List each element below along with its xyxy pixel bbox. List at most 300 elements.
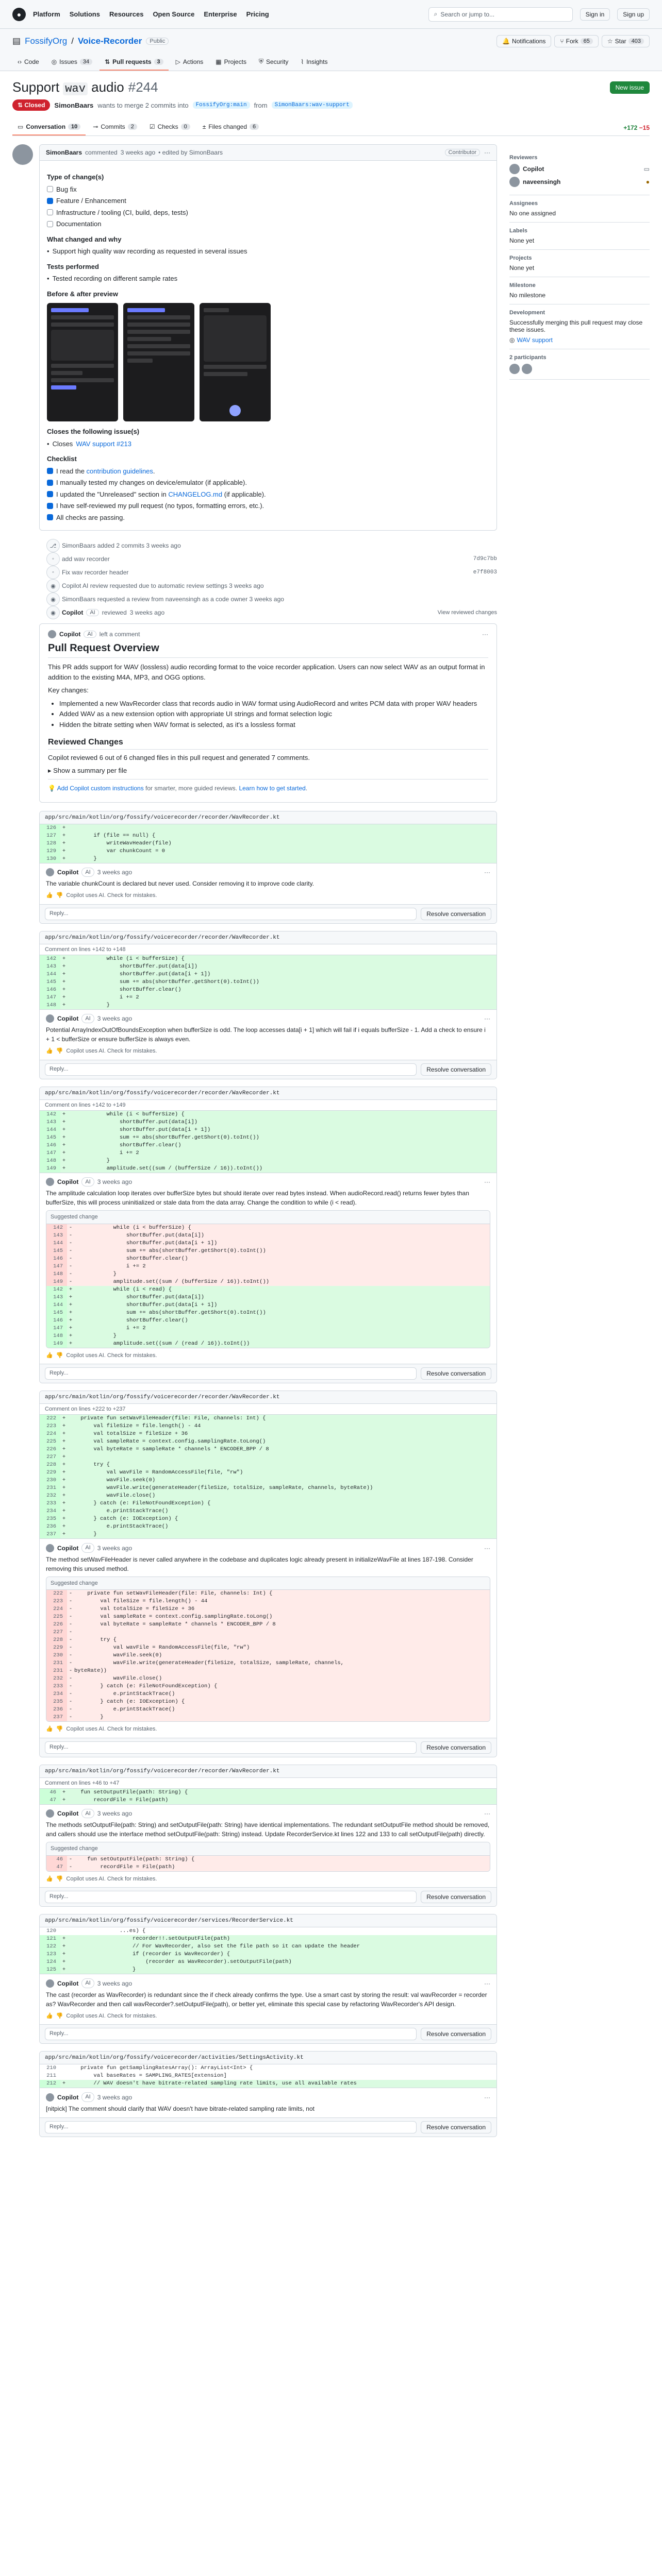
comment-body: The methods setOutputFile(path: String) and setOutputFile(path: String) have identical implementations. The redundant setOutputFile method should be removed, and callers should use the interface method setOutputFile(path: String) instead. Update RecorderService.kt lines 122 and 133 to call setOutputFile(path) directly. <box>46 1821 490 1838</box>
diff-sign: + <box>62 1531 66 1538</box>
diff-line <box>40 963 496 971</box>
thumbs-up-icon[interactable]: 👍 <box>46 1875 53 1882</box>
comment-header <box>46 1177 490 1187</box>
thumbs-up-icon[interactable]: 👍 <box>46 1726 53 1733</box>
checkbox-item: Bug fix <box>47 184 489 195</box>
kebab-menu-icon[interactable]: ··· <box>484 1015 490 1023</box>
code-text: val sampleRate = context.config.samplingRate.toLong() <box>68 1438 266 1445</box>
avatar[interactable] <box>46 1979 54 1988</box>
head-branch[interactable]: SimonBaars:wav-support <box>272 101 353 109</box>
kebab-menu-icon[interactable]: ··· <box>484 1979 490 1987</box>
line-number: 148 <box>40 1157 60 1165</box>
suggested-change <box>46 1577 490 1722</box>
avatar[interactable] <box>46 1809 54 1818</box>
resolve-conversation-button[interactable]: Resolve conversation <box>421 1741 491 1754</box>
line-number: 212 <box>40 2080 60 2088</box>
reply-bar <box>40 2024 496 2043</box>
avatar[interactable] <box>509 364 520 374</box>
comment-body: Potential ArrayIndexOutOfBoundsException when bufferSize is odd. The loop accesses data[i + 1] which will fail if i equals bufferSize - 1. Add a check to ensure i + 1 < bufferSize or ensure bufferSize is always even. <box>46 1026 486 1043</box>
comment-footer <box>46 1875 490 1884</box>
code-text: private fun setWavFileHeader(file: File, channels: Int) { <box>68 1415 266 1422</box>
checkbox[interactable] <box>47 221 53 227</box>
line-number: 149 <box>40 1165 60 1173</box>
screenshot-image[interactable] <box>47 303 118 421</box>
avatar[interactable] <box>46 1178 54 1186</box>
tab-code[interactable]: ‹› Code <box>18 58 39 65</box>
code-text: val totalSize = fileSize + 36 <box>74 1606 195 1613</box>
comment-body: The cast (recorder as WavRecorder) is redundant since the if check already confirms the type. Use a smart cast by storing the result: val wavRecorder = recorder as? WavRecorder and then call wavRecorder?.setOutputFile(path), or better yet, eliminate this special case by refactoring WavRecorder's API design. <box>46 1991 487 2008</box>
code-text: val sampleRate = context.config.samplingRate.toLong() <box>74 1614 273 1620</box>
code-text: } catch (e: IOException) { <box>74 1699 185 1705</box>
diff-hunk <box>40 955 496 1009</box>
diff-sign: + <box>62 1454 66 1461</box>
diff-line <box>46 1598 490 1605</box>
comment-footer <box>46 1725 490 1734</box>
code-text: shortBuffer.put(data[i]) <box>74 1294 205 1300</box>
resolve-conversation-button[interactable]: Resolve conversation <box>421 1063 491 1076</box>
diff-line <box>40 1165 496 1173</box>
diff-line <box>46 1659 490 1667</box>
screenshot-image[interactable] <box>200 303 271 421</box>
diff-line <box>40 1002 496 1009</box>
diff-line <box>46 1698 490 1706</box>
diff-line <box>40 1531 496 1538</box>
play-icon: ▷ <box>175 58 180 65</box>
star-icon: ☆ <box>607 38 613 45</box>
line-number: 147 <box>46 1263 67 1270</box>
ai-disclaimer: Copilot uses AI. Check for mistakes. <box>66 1875 157 1882</box>
comment-footer <box>46 1047 490 1056</box>
file-path[interactable]: app/src/main/kotlin/org/fossify/voicerecorder/services/RecorderService.kt <box>40 1914 496 1927</box>
nav-platform[interactable]: Platform <box>33 10 60 18</box>
issue-link[interactable]: WAV support #213 <box>76 439 131 448</box>
ai-badge: AI <box>81 1543 94 1553</box>
line-number: 147 <box>40 1149 60 1157</box>
avatar[interactable] <box>46 868 54 876</box>
code-text: sum += abs(shortBuffer.getShort(0).toInt()) <box>68 978 259 985</box>
code-text: } <box>68 855 97 862</box>
resolve-conversation-button[interactable]: Resolve conversation <box>421 1891 491 1903</box>
repo-icon: ▤ <box>12 36 21 46</box>
code-text: var chunkCount = 0 <box>68 848 166 854</box>
checkbox-item: I read the contribution guidelines. <box>47 466 489 477</box>
thumbs-down-icon[interactable]: 👎 <box>56 1352 63 1359</box>
thumbs-down-icon[interactable]: 👎 <box>56 2012 63 2019</box>
diff-sign: + <box>62 1508 66 1515</box>
file-path[interactable]: app/src/main/kotlin/org/fossify/voicerecorder/recorder/WavRecorder.kt <box>40 1087 496 1100</box>
code-text: wavFile.close() <box>74 1675 162 1682</box>
diff-line <box>46 1590 490 1598</box>
comment-author[interactable]: Copilot <box>57 869 79 876</box>
thumbs-down-icon[interactable]: 👎 <box>56 1726 63 1733</box>
comment-author[interactable]: Copilot <box>57 2093 79 2101</box>
diff-line <box>40 1951 496 1958</box>
diff-line <box>40 840 496 848</box>
line-number: 145 <box>40 978 60 986</box>
comment-time[interactable]: 3 weeks ago <box>97 869 133 876</box>
code-text: wavFile.seek(0) <box>68 1477 156 1484</box>
diff-line <box>40 1958 496 1966</box>
sign-in-link[interactable]: Sign in <box>580 8 610 21</box>
search-input[interactable]: ⌕ Search or jump to... <box>428 7 573 22</box>
code-text: } <box>74 1332 117 1339</box>
tab-issues[interactable]: ◎ Issues 34 <box>46 54 97 71</box>
diff-sign: - <box>69 1691 73 1698</box>
code-text: amplitude.set((sum / (bufferSize / 16)).toInt()) <box>68 1165 263 1172</box>
avatar[interactable] <box>48 630 56 638</box>
checkbox[interactable] <box>47 491 53 497</box>
milestone-section: Milestone No milestone <box>509 277 650 304</box>
checkbox[interactable] <box>47 209 53 215</box>
line-number: 236 <box>40 1523 60 1531</box>
diff-sign: + <box>62 1967 66 1973</box>
code-text: i += 2 <box>68 1149 139 1156</box>
reply-input[interactable]: Reply... <box>45 908 417 920</box>
reply-input[interactable]: Reply... <box>45 1063 417 1076</box>
diff-sign: - <box>69 1263 73 1269</box>
timeline-item <box>12 552 497 566</box>
kebab-menu-icon[interactable]: ··· <box>484 2093 490 2101</box>
summary-toggle[interactable]: ▸ Show a summary per file <box>48 767 127 775</box>
avatar[interactable] <box>522 364 532 374</box>
checkbox[interactable] <box>47 468 53 474</box>
diff-sign: + <box>62 986 66 993</box>
tab-security[interactable]: ⛨ Security <box>258 58 289 65</box>
diff-sign: - <box>69 1652 73 1659</box>
line-number: 232 <box>40 1492 60 1500</box>
review-comment <box>40 863 496 904</box>
line-number: 149 <box>46 1278 67 1286</box>
code-text: } <box>68 1531 97 1538</box>
code-text: e.printStackTrace() <box>74 1691 175 1698</box>
code-text <box>68 824 93 832</box>
sidebar <box>509 144 650 2144</box>
checkbox-item: I manually tested my changes on device/emulator (if applicable). <box>47 478 489 488</box>
line-number: 130 <box>40 855 60 863</box>
diff-line <box>46 1667 490 1675</box>
diff-sign: + <box>62 1149 66 1156</box>
screenshot-image[interactable] <box>123 303 194 421</box>
line-number: 143 <box>46 1294 67 1301</box>
timeline-item <box>12 592 497 606</box>
view-reviewed-changes-link[interactable]: View reviewed changes <box>437 609 497 616</box>
ai-disclaimer: Copilot uses AI. Check for mistakes. <box>66 892 157 899</box>
diff-hunk <box>40 1927 496 1974</box>
line-number: 144 <box>40 1126 60 1134</box>
file-path[interactable]: app/src/main/kotlin/org/fossify/voicerecorder/recorder/WavRecorder.kt <box>40 1391 496 1404</box>
kebab-menu-icon[interactable]: ··· <box>482 631 488 638</box>
notifications-button[interactable]: 🔔 Notifications <box>496 35 551 47</box>
kebab-menu-icon[interactable]: ··· <box>484 1178 490 1186</box>
comment-body: The amplitude calculation loop iterates over bufferSize bytes but should iterate over read bytes instead. When audioRecord.read() returns fewer bytes than bufferSize, this will process uninitialized or stale data from the data array. Change the condition to while (i < read). <box>46 1190 469 1207</box>
tab-projects[interactable]: ▦ Projects <box>216 58 246 65</box>
diff-sign: + <box>69 1286 73 1293</box>
diff-hunk <box>40 824 496 863</box>
line-number: 46 <box>40 1789 60 1797</box>
tab-files-changed[interactable]: ± Files changed 6 <box>197 119 264 135</box>
line-number: 237 <box>46 1714 67 1721</box>
labels-section: Labels None yet <box>509 223 650 250</box>
thumbs-down-icon[interactable]: 👎 <box>56 1048 63 1055</box>
commit-sha-link[interactable]: e7f8003 <box>473 569 497 575</box>
reviewers-section: Reviewers Copilot ▭ naveensingh ● <box>509 149 650 195</box>
kebab-menu-icon[interactable]: ··· <box>484 869 490 876</box>
repo-name-link[interactable]: Voice-Recorder <box>77 36 142 46</box>
comment-time[interactable]: 3 weeks ago <box>97 1979 133 1987</box>
comment-author[interactable]: Copilot <box>57 1810 79 1818</box>
code-text: } catch (e: FileNotFoundException) { <box>74 1683 218 1690</box>
diff-line <box>40 955 496 963</box>
diff-line <box>46 1675 490 1683</box>
search-icon: ⌕ <box>434 10 438 18</box>
pr-author-link[interactable]: SimonBaars <box>54 101 94 109</box>
diff-sign: + <box>62 1469 66 1476</box>
comment-time[interactable]: 3 weeks ago <box>97 1810 133 1818</box>
review-comment <box>40 1173 496 1364</box>
eye-icon: ◉ <box>46 606 60 619</box>
kebab-menu-icon[interactable]: ··· <box>484 1810 490 1818</box>
checkbox[interactable] <box>47 186 53 192</box>
reply-input[interactable]: Reply... <box>45 2121 417 2133</box>
key-changes-list: • Implemented a new WavRecorder class that records audio in WAV format using AudioRecord and writes PCM data with proper WAV headers • Added WAV as a new extension option with appropriate UI strings and format selection logic • Hidden the bitrate setting when WAV format is selected, as it's a lossless format <box>59 699 488 731</box>
line-number: 145 <box>46 1309 67 1317</box>
avatar[interactable] <box>12 144 33 165</box>
thumbs-up-icon[interactable]: 👍 <box>46 1048 53 1055</box>
line-number: 231 <box>40 1484 60 1492</box>
avatar[interactable] <box>46 1014 54 1023</box>
kebab-menu-icon[interactable]: ··· <box>484 149 490 156</box>
diff-sign: + <box>62 978 66 985</box>
code-text: } <box>68 1002 110 1008</box>
reply-input[interactable]: Reply... <box>45 1741 417 1754</box>
tab-checks[interactable]: ☑ Checks 0 <box>144 119 195 135</box>
line-number: 236 <box>46 1706 67 1714</box>
diff-line <box>46 1278 490 1286</box>
line-range-label: Comment on lines +142 to +148 <box>40 944 496 955</box>
tab-commits[interactable]: ⊸ Commits 2 <box>88 119 142 135</box>
line-number: 235 <box>46 1698 67 1706</box>
avatar[interactable] <box>46 1544 54 1552</box>
suggestion-diff <box>46 1856 490 1871</box>
line-number: 227 <box>40 1453 60 1461</box>
repo-owner-link[interactable]: FossifyOrg <box>25 36 68 46</box>
diff-sign: + <box>62 1951 66 1958</box>
checkbox[interactable] <box>47 480 53 486</box>
line-number: 222 <box>46 1590 67 1598</box>
line-number: 226 <box>46 1621 67 1629</box>
tab-conversation[interactable]: ▭ Conversation 10 <box>12 119 86 135</box>
tab-actions[interactable]: ▷ Actions <box>175 58 204 65</box>
resolve-conversation-button[interactable]: Resolve conversation <box>421 908 491 920</box>
review-thread <box>39 2051 497 2137</box>
diff-line <box>40 855 496 863</box>
diff-sign: + <box>62 1118 66 1125</box>
code-text: shortBuffer.put(data[i]) <box>68 1118 198 1125</box>
diff-sign: - <box>69 1675 73 1682</box>
checkbox[interactable] <box>47 503 53 509</box>
diff-sign: + <box>62 1415 66 1422</box>
repo-header: ▤ FossifyOrg / Voice-Recorder Public 🔔 Notifications ⑂ Fork 65 ☆ Star 403 ‹› Code ◎ Issues 34 ⇅ Pull requests 3 ▷ Actions ▦ Projects ⛨ Security ⌇ Insights <box>0 29 662 71</box>
nav-open-source[interactable]: Open Source <box>153 10 195 18</box>
checkbox[interactable] <box>47 514 53 520</box>
comment-author[interactable]: Copilot <box>57 1178 79 1186</box>
line-number: 232 <box>46 1675 67 1683</box>
resolve-conversation-button[interactable]: Resolve conversation <box>421 2121 491 2133</box>
line-number: 230 <box>40 1477 60 1484</box>
file-path[interactable]: app/src/main/kotlin/org/fossify/voicerecorder/recorder/WavRecorder.kt <box>40 811 496 824</box>
diff-line <box>46 1232 490 1240</box>
nav-pricing[interactable]: Pricing <box>246 10 269 18</box>
comment-body: The variable chunkCount is declared but never used. Consider removing it to improve code clarity. <box>46 880 315 888</box>
comment-time[interactable]: 3 weeks ago <box>97 2093 133 2101</box>
thumbs-up-icon[interactable]: 👍 <box>46 892 53 899</box>
comment-author[interactable]: Copilot <box>57 1015 79 1023</box>
diff-sign <box>60 1927 68 1935</box>
diff-line <box>46 1683 490 1690</box>
file-path[interactable]: app/src/main/kotlin/org/fossify/voicerecorder/activities/SettingsActivity.kt <box>40 2052 496 2064</box>
diff-sign: + <box>62 1500 66 1507</box>
diff-sign: + <box>62 1493 66 1499</box>
review-comment <box>40 2088 496 2117</box>
code-text: shortBuffer.put(data[i]) <box>74 1232 205 1239</box>
github-logo-icon[interactable]: ● <box>12 8 26 21</box>
diff-line <box>40 848 496 855</box>
code-text: val byteRate = sampleRate * channels * ENCODER_BPP / 8 <box>74 1621 276 1628</box>
line-number: 149 <box>46 1340 67 1348</box>
comment-time[interactable]: 3 weeks ago <box>97 1544 133 1552</box>
line-number: 223 <box>40 1422 60 1430</box>
reply-input[interactable]: Reply... <box>45 1891 417 1903</box>
code-text: e.printStackTrace() <box>68 1508 169 1515</box>
line-number: 225 <box>46 1613 67 1621</box>
checkbox-item: Documentation <box>47 219 489 229</box>
code-text: } <box>68 1967 136 1973</box>
nav-enterprise[interactable]: Enterprise <box>204 10 237 18</box>
thumbs-down-icon[interactable]: 👎 <box>56 1875 63 1882</box>
diff-sign: + <box>62 955 66 962</box>
reply-input[interactable]: Reply... <box>45 1367 417 1380</box>
timeline-item <box>12 566 497 579</box>
line-number: 143 <box>46 1232 67 1240</box>
nav-solutions[interactable]: Solutions <box>69 10 100 18</box>
diff-sign: + <box>69 1309 73 1316</box>
diff-sign: + <box>62 1797 66 1803</box>
diff-sign: + <box>62 1431 66 1437</box>
diff-line <box>40 1118 496 1126</box>
diff-sign: - <box>69 1247 73 1254</box>
line-number: 225 <box>40 1438 60 1446</box>
pr-description-comment: SimonBaars commented 3 weeks ago • edited by SimonBaars Contributor ··· Type of change(s) Bug fix Feature / Enhancement Infrastructure / tooling (CI, build, deps, tests) Documentation What changed and why • Support high quality wav recording as requested in several issues Tests performed • Tested recording on different sample rates Before & after preview Closes the following issue(s) • Closes WAV support #213 Checklist I read the contribution guidelines. I manually tested my changes on device/emulator (if applicable). I updated the "Unreleased" section in CHANGELOG.md (if applicable). I have self-reviewed my pull request (no typos, formatting errors, etc.). All checks are passing. <box>12 144 497 531</box>
ai-disclaimer: Copilot uses AI. Check for mistakes. <box>66 2012 157 2019</box>
file-path[interactable]: app/src/main/kotlin/org/fossify/voicerecorder/recorder/WavRecorder.kt <box>40 931 496 944</box>
pr-title: Support wav audio #244 <box>12 79 158 95</box>
checklist-icon: ☑ <box>149 123 155 130</box>
line-number: 121 <box>40 1935 60 1943</box>
diff-sign: + <box>62 1477 66 1484</box>
comment-time[interactable]: 3 weeks ago <box>97 1015 133 1023</box>
code-text: if (file == null) { <box>68 832 156 839</box>
diff-line <box>46 1247 490 1255</box>
diff-line <box>40 1126 496 1134</box>
code-text: i += 2 <box>68 994 139 1001</box>
comment-author[interactable]: Copilot <box>57 1979 79 1987</box>
diff-sign: - <box>69 1255 73 1262</box>
linked-issue-link[interactable]: WAV support <box>517 336 553 344</box>
kebab-menu-icon[interactable]: ··· <box>484 1544 490 1552</box>
reviewer-item[interactable]: naveensingh ● <box>509 177 650 187</box>
diff-sign: - <box>69 1232 73 1239</box>
base-branch[interactable]: FossifyOrg:main <box>193 101 250 109</box>
tab-pull-requests[interactable]: ⇅ Pull requests 3 <box>100 54 169 71</box>
diff-line <box>40 1935 496 1943</box>
code-text: val baseRates = SAMPLING_RATES[extension] <box>68 2073 227 2079</box>
pr-number: #244 <box>128 79 158 95</box>
code-text: (recorder as WavRecorder).setOutputFile(path) <box>68 1959 292 1965</box>
reply-bar <box>40 1738 496 1757</box>
file-path[interactable]: app/src/main/kotlin/org/fossify/voicerecorder/recorder/WavRecorder.kt <box>40 1765 496 1778</box>
ai-disclaimer: Copilot uses AI. Check for mistakes. <box>66 1048 157 1055</box>
diff-line <box>46 1270 490 1278</box>
review-thread <box>39 1391 497 1757</box>
comment-time[interactable]: 3 weeks ago <box>120 149 156 156</box>
diff-sign: + <box>62 1165 66 1172</box>
nav-resources[interactable]: Resources <box>109 10 144 18</box>
line-number: 122 <box>40 1943 60 1951</box>
diff-line <box>46 1255 490 1263</box>
checkbox[interactable] <box>47 198 53 204</box>
code-text: while (i < read) { <box>74 1286 172 1293</box>
diff-line <box>40 1111 496 1118</box>
ai-badge: AI <box>81 1809 94 1819</box>
line-number: 144 <box>46 1240 67 1247</box>
comment-author[interactable]: SimonBaars <box>46 149 82 156</box>
fork-button[interactable]: ⑂ Fork 65 <box>554 35 598 47</box>
comment-header <box>46 2092 490 2102</box>
checkbox-item: Feature / Enhancement <box>47 196 489 206</box>
code-text: shortBuffer.put(data[i]) <box>68 963 198 970</box>
diff-line <box>40 1484 496 1492</box>
line-number: 234 <box>40 1507 60 1515</box>
resolve-conversation-button[interactable]: Resolve conversation <box>421 2028 491 2040</box>
code-text: e.printStackTrace() <box>74 1706 175 1713</box>
diff-sign: + <box>62 1157 66 1164</box>
tab-insights[interactable]: ⌇ Insights <box>301 58 328 65</box>
checkbox-item: I updated the "Unreleased" section in CHANGELOG.md (if applicable). <box>47 489 489 500</box>
star-button[interactable]: ☆ Star 403 <box>602 35 650 47</box>
diff-sign: + <box>62 848 66 854</box>
thumbs-up-icon[interactable]: 👍 <box>46 2012 53 2019</box>
comment-time[interactable]: 3 weeks ago <box>97 1178 133 1186</box>
avatar[interactable] <box>46 2093 54 2102</box>
thumbs-down-icon[interactable]: 👎 <box>56 892 63 899</box>
suggested-change <box>46 1842 490 1872</box>
diff-hunk <box>40 2064 496 2088</box>
diff-line <box>40 1461 496 1469</box>
reviewer-item[interactable]: Copilot ▭ <box>509 164 650 174</box>
thumbs-up-icon[interactable]: 👍 <box>46 1352 53 1359</box>
reply-input[interactable]: Reply... <box>45 2028 417 2040</box>
new-issue-button[interactable]: New issue <box>610 81 650 94</box>
line-number: 229 <box>46 1644 67 1652</box>
code-text: while (i < bufferSize) { <box>68 955 185 962</box>
diff-hunk <box>40 1789 496 1804</box>
commit-sha-link[interactable]: 7d9c7bb <box>473 556 497 562</box>
comment-author[interactable]: Copilot <box>57 1544 79 1552</box>
resolve-conversation-button[interactable]: Resolve conversation <box>421 1367 491 1380</box>
comment-icon: ▭ <box>643 165 650 173</box>
diff-line <box>46 1621 490 1629</box>
sign-up-button[interactable]: Sign up <box>617 8 650 21</box>
